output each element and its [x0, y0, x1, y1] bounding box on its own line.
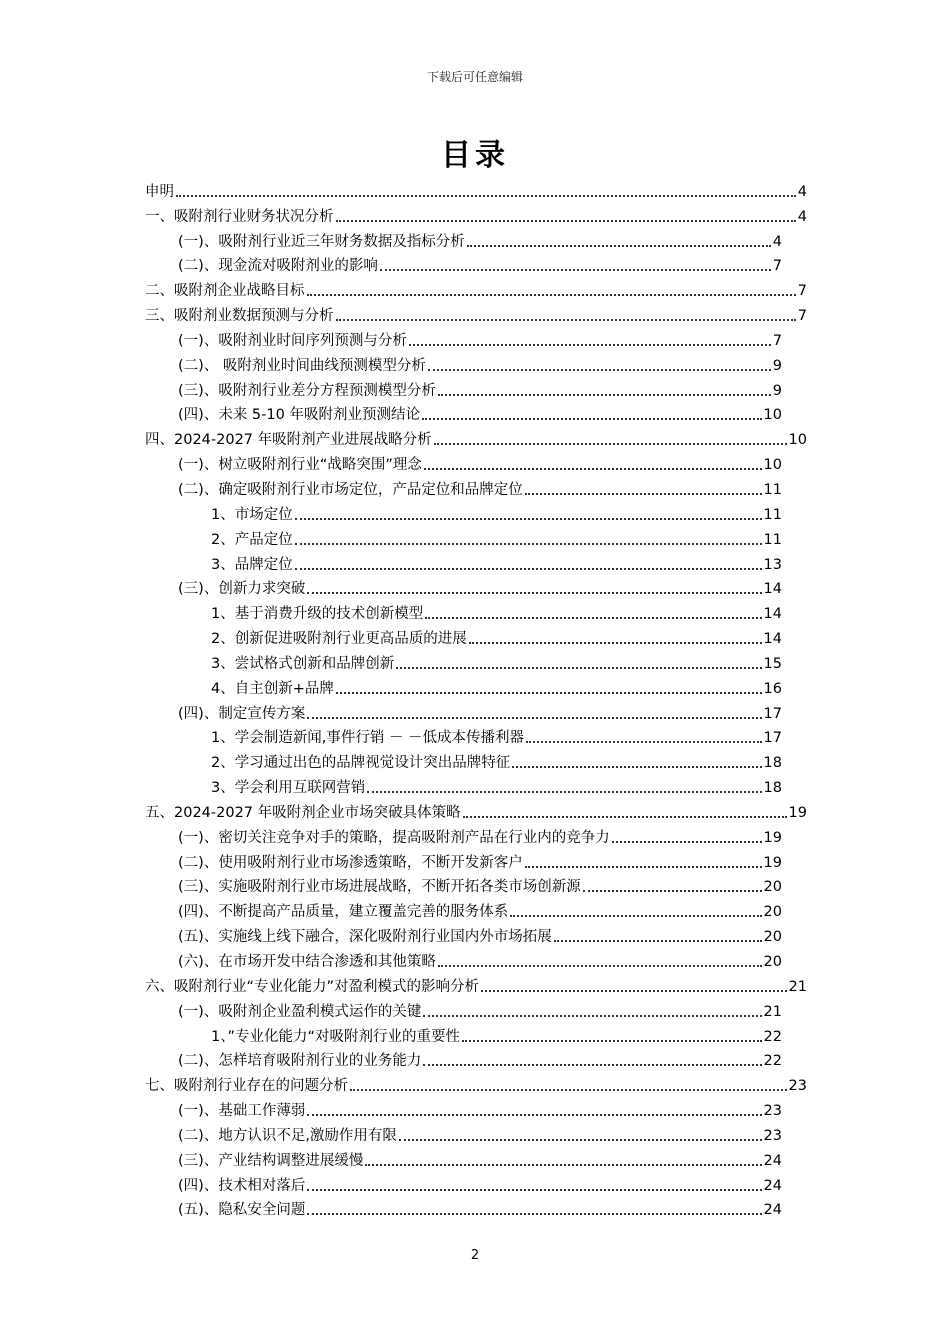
toc-entry[interactable]	[145, 699, 807, 724]
toc-entry[interactable]	[145, 575, 807, 600]
toc-dot-leader	[422, 418, 762, 420]
toc-dot-leader	[307, 717, 761, 719]
toc-dot-leader	[365, 1164, 761, 1166]
toc-entry-label: (五)、实施线上线下融合，深化吸附剂行业国内外市场拓展	[178, 929, 552, 946]
toc-entry-page: 22	[763, 1028, 782, 1045]
toc-entry-label: 2、产品定位	[211, 531, 293, 548]
toc-entry[interactable]	[145, 1146, 807, 1171]
toc-entry[interactable]	[145, 599, 807, 624]
toc-dot-leader	[295, 543, 762, 545]
toc-entry-label: (二)、现金流对吸附剂业的影响	[178, 258, 378, 275]
toc-entry-label: 1、市场定位	[211, 506, 293, 523]
toc-entry-page: 14	[763, 631, 782, 648]
toc-entry[interactable]	[145, 873, 807, 898]
toc-entry-label: 4、自主创新+品牌	[211, 680, 334, 697]
toc-entry-page: 20	[763, 954, 782, 970]
toc-entry[interactable]	[145, 1022, 807, 1047]
toc-entry[interactable]	[145, 823, 807, 848]
header-note: 下载后可任意编辑	[426, 70, 523, 84]
toc-entry[interactable]	[145, 425, 807, 450]
toc-entry-label: (二)、确定吸附剂行业市场定位，产品定位和品牌定位	[178, 481, 523, 498]
toc-dot-leader	[336, 692, 762, 694]
toc-entry[interactable]	[145, 202, 807, 227]
toc-entry-page: 7	[797, 283, 807, 300]
toc-entry[interactable]	[145, 798, 807, 823]
toc-dot-leader	[525, 866, 762, 868]
toc-entry-page: 11	[763, 506, 782, 523]
toc-entry[interactable]	[145, 848, 807, 873]
toc-dot-leader	[367, 791, 761, 793]
toc-entry-label: (六)、在市场开发中结合渗透和其他策略	[178, 954, 436, 970]
toc-dot-leader	[396, 667, 761, 669]
toc-entry-label: 3、学会利用互联网营销	[211, 780, 366, 797]
toc-entry-page: 11	[763, 531, 782, 548]
toc-entry-label: (三)、产业结构调整进展缓慢	[178, 1152, 364, 1169]
toc-entry-page: 16	[763, 680, 782, 697]
toc-entry-page: 9	[772, 357, 782, 374]
toc-entry-page: 10	[763, 407, 782, 424]
toc-entry[interactable]	[145, 649, 807, 674]
toc-entry-page: 10	[763, 457, 782, 474]
toc-entry[interactable]	[145, 724, 807, 749]
toc-dot-leader	[428, 369, 771, 371]
toc-entry[interactable]	[145, 301, 807, 326]
toc-entry-page: 10	[788, 432, 807, 449]
toc-entry-label: 1、基于消费升级的技术创新模型	[211, 606, 424, 623]
toc-entry-label: (一)、吸附剂业时间序列预测与分析	[178, 332, 407, 349]
toc-entry-label: (五)、隐私安全问题	[178, 1202, 306, 1219]
toc-entry-label: (二)、使用吸附剂行业市场渗透策略，不断开发新客户	[178, 854, 523, 871]
toc-dot-leader	[350, 1089, 787, 1091]
toc-dot-leader	[423, 1064, 761, 1066]
toc-dot-leader	[469, 642, 762, 644]
toc-entry[interactable]	[145, 1071, 807, 1096]
toc-entry-page: 19	[788, 804, 807, 821]
toc-dot-leader	[554, 940, 762, 942]
toc-entry-page: 21	[763, 1003, 782, 1020]
toc-dot-leader	[423, 1015, 761, 1017]
toc-entry-label: 七、吸附剂行业存在的问题分析	[145, 1078, 348, 1095]
toc-entry-label: 二、吸附剂企业战略目标	[145, 283, 305, 300]
toc-dot-leader	[510, 915, 761, 917]
toc-dot-leader	[307, 1189, 761, 1191]
toc-dot-leader	[467, 245, 771, 247]
toc-entry-page: 20	[763, 904, 782, 921]
toc-entry[interactable]	[145, 1047, 807, 1072]
toc-entry[interactable]	[145, 326, 807, 351]
toc-entry[interactable]	[145, 276, 807, 301]
toc-entry[interactable]	[145, 773, 807, 798]
toc-dot-leader	[409, 344, 771, 346]
toc-dot-leader	[438, 965, 762, 967]
toc-entry-label: 四、2024-2027 年吸附剂产业进展战略分析	[145, 432, 432, 449]
toc-entry-label: 1、学会制造新闻,事件行销 － －低成本传播利器	[211, 730, 525, 747]
toc-entry-page: 9	[772, 382, 782, 399]
toc-dot-leader	[526, 741, 761, 743]
toc-entry-label: (二)、 吸附剂业时间曲线预测模型分析	[178, 357, 426, 374]
toc-entry-page: 23	[788, 1078, 807, 1095]
toc-entry-page: 7	[772, 332, 782, 349]
toc-entry-page: 22	[763, 1053, 782, 1070]
toc-entry[interactable]	[145, 674, 807, 699]
toc-entry-label: 3、尝试格式创新和品牌创新	[211, 655, 395, 672]
toc-entry[interactable]	[145, 475, 807, 500]
toc-entry[interactable]	[145, 972, 807, 997]
toc-entry-page: 4	[772, 233, 782, 250]
toc-entry-label: (四)、制定宣传方案	[178, 705, 306, 722]
toc-entry-label: 申明	[145, 183, 174, 200]
toc-entry-page: 21	[788, 978, 807, 995]
toc-entry-label: 1、”专业化能力“对吸附剂行业的重要性	[211, 1028, 460, 1045]
toc-dot-leader	[525, 493, 762, 495]
table-of-contents	[145, 177, 807, 1220]
toc-entry-label: 3、品牌定位	[211, 556, 293, 573]
toc-entry[interactable]	[145, 401, 807, 426]
toc-entry-page: 4	[797, 183, 807, 200]
toc-dot-leader	[463, 816, 787, 818]
page-number: 2	[470, 1248, 480, 1263]
toc-dot-leader	[380, 269, 771, 271]
toc-entry-label: (四)、不断提高产品质量，建立覆盖完善的服务体系	[178, 904, 509, 921]
toc-entry-page: 7	[772, 258, 782, 275]
toc-entry-page: 11	[763, 481, 782, 498]
toc-entry[interactable]	[145, 376, 807, 401]
toc-entry-page: 20	[763, 929, 782, 946]
toc-entry-page: 17	[763, 730, 782, 747]
toc-entry-label: (二)、怎样培育吸附剂行业的业务能力	[178, 1053, 422, 1070]
toc-entry[interactable]	[145, 997, 807, 1022]
toc-entry-label: (一)、吸附剂行业近三年财务数据及指标分析	[178, 233, 465, 250]
toc-entry-page: 24	[763, 1202, 782, 1219]
toc-entry-label: 2、学习通过出色的品牌视觉设计突出品牌特征	[211, 755, 511, 772]
toc-dot-leader	[424, 468, 762, 470]
toc-entry-label: (四)、未来 5-10 年吸附剂业预测结论	[178, 407, 420, 424]
toc-dot-leader	[425, 617, 761, 619]
toc-entry[interactable]	[145, 252, 807, 277]
toc-entry[interactable]	[145, 500, 807, 525]
toc-entry[interactable]	[145, 1121, 807, 1146]
toc-entry-page: 19	[763, 854, 782, 871]
toc-entry[interactable]	[145, 450, 807, 475]
toc-dot-leader	[307, 1114, 761, 1116]
toc-dot-leader	[512, 766, 761, 768]
toc-entry-label: (三)、实施吸附剂行业市场进展战略，不断开拓各类市场创新源	[178, 879, 581, 896]
toc-dot-leader	[176, 195, 796, 197]
toc-entry-page: 7	[797, 308, 807, 325]
toc-dot-leader	[295, 568, 762, 570]
toc-entry[interactable]	[145, 897, 807, 922]
toc-entry-label: (二)、地方认识不足,激励作用有限	[178, 1127, 397, 1144]
toc-entry[interactable]	[145, 351, 807, 376]
page-title: 目录	[441, 138, 509, 173]
toc-entry[interactable]	[145, 525, 807, 550]
toc-entry-label: 一、吸附剂行业财务状况分析	[145, 208, 334, 225]
toc-entry[interactable]	[145, 947, 807, 972]
toc-entry[interactable]	[145, 624, 807, 649]
toc-entry[interactable]	[145, 1196, 807, 1221]
toc-dot-leader	[438, 394, 771, 396]
toc-entry-label: (一)、基础工作薄弱	[178, 1103, 306, 1120]
toc-dot-leader	[399, 1139, 762, 1141]
toc-entry-label: (一)、树立吸附剂行业“战略突围”理念	[178, 457, 422, 474]
toc-entry-label: 三、吸附剂业数据预测与分析	[145, 308, 334, 325]
toc-entry-page: 18	[763, 755, 782, 772]
toc-entry-page: 23	[763, 1103, 782, 1120]
toc-entry-page: 14	[763, 581, 782, 598]
toc-entry-page: 24	[763, 1177, 782, 1194]
toc-entry[interactable]	[145, 177, 807, 202]
toc-entry-page: 17	[763, 705, 782, 722]
toc-entry-page: 4	[797, 208, 807, 225]
toc-dot-leader	[336, 319, 796, 321]
toc-dot-leader	[336, 220, 796, 222]
toc-entry-page: 19	[763, 829, 782, 846]
toc-entry-page: 14	[763, 606, 782, 623]
toc-entry-page: 13	[763, 556, 782, 573]
toc-entry-label: (四)、技术相对落后	[178, 1177, 306, 1194]
toc-dot-leader	[434, 443, 787, 445]
toc-entry-label: 五、2024-2027 年吸附剂企业市场突破具体策略	[145, 804, 461, 821]
toc-dot-leader	[481, 990, 787, 992]
toc-dot-leader	[307, 1213, 761, 1215]
toc-entry-label: (三)、创新力求突破	[178, 581, 306, 598]
toc-entry-page: 18	[763, 780, 782, 797]
toc-entry-label: (一)、密切关注竞争对手的策略，提高吸附剂产品在行业内的竞争力	[178, 829, 610, 846]
toc-entry[interactable]	[145, 227, 807, 252]
toc-dot-leader	[612, 841, 762, 843]
toc-entry[interactable]	[145, 1171, 807, 1196]
toc-entry-page: 15	[763, 655, 782, 672]
toc-dot-leader	[462, 1040, 762, 1042]
toc-entry[interactable]	[145, 922, 807, 947]
toc-entry-label: (三)、吸附剂行业差分方程预测模型分析	[178, 382, 436, 399]
toc-entry[interactable]	[145, 1096, 807, 1121]
toc-entry-page: 20	[763, 879, 782, 896]
toc-entry-label: 六、吸附剂行业“专业化能力”对盈利模式的影响分析	[145, 978, 480, 995]
toc-entry[interactable]	[145, 550, 807, 575]
toc-dot-leader	[307, 592, 761, 594]
toc-entry[interactable]	[145, 748, 807, 773]
toc-entry-page: 24	[763, 1152, 782, 1169]
toc-dot-leader	[295, 518, 762, 520]
toc-entry-page: 23	[763, 1127, 782, 1144]
toc-entry-label: 2、创新促进吸附剂行业更高品质的进展	[211, 631, 467, 648]
toc-dot-leader	[583, 890, 762, 892]
toc-dot-leader	[307, 294, 796, 296]
toc-entry-label: (一)、吸附剂企业盈利模式运作的关键	[178, 1003, 422, 1020]
